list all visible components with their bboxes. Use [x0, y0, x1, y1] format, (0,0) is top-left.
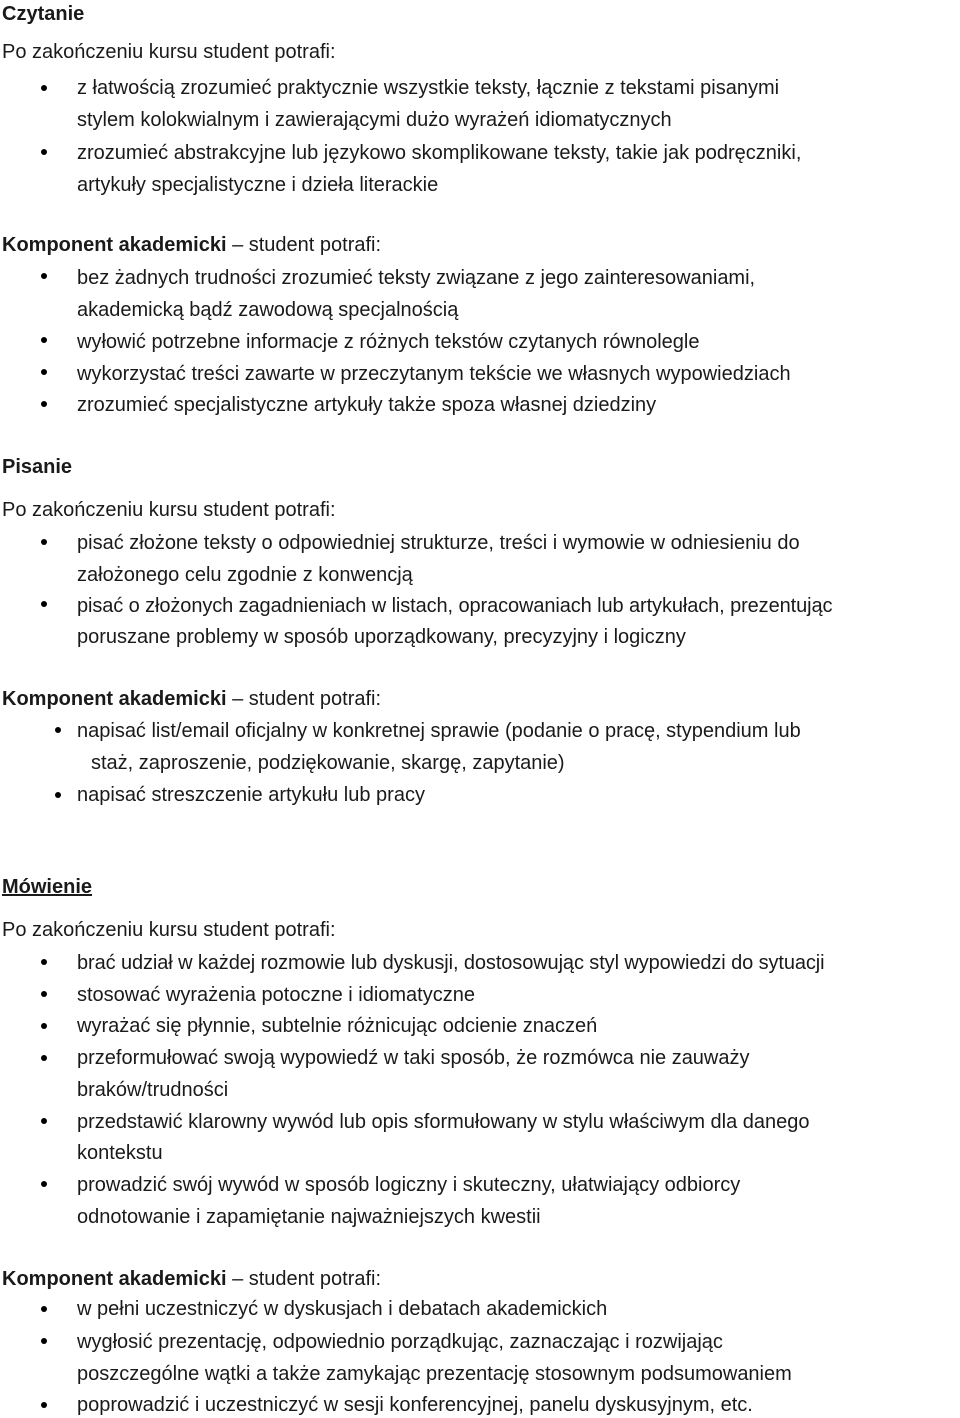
list-item-line: wyłowić potrzebne informacje z różnych tekstów czytanych równolegle [77, 331, 700, 353]
list-item-line: stosować wyrażenia potoczne i idiomatyczne [77, 984, 475, 1006]
list-item-line: akademicką bądź zawodową specjalnością [77, 299, 459, 321]
section-title-mowienie: Mówienie [2, 876, 93, 898]
list-item-line: w pełni uczestniczyć w dyskusjach i debatach akademickich [77, 1298, 608, 1320]
list-item-line: założonego celu zgodnie z konwencją [77, 564, 413, 586]
academic-component-rest: – student potrafi: [226, 1268, 382, 1290]
bullet-icon [41, 1402, 47, 1408]
list-item-line: poprowadzić i uczestniczyć w sesji konferencyjnej, panelu dyskusyjnym, etc. [77, 1394, 753, 1416]
bullet-icon [41, 1118, 47, 1124]
list-item-line: napisać streszczenie artykułu lub pracy [77, 784, 425, 806]
bullet-icon [41, 1306, 47, 1312]
list-item-line: poruszane problemy w sposób uporządkowany, precyzyjny i logiczny [77, 626, 686, 648]
bullet-icon [41, 539, 47, 545]
academic-component-label: Komponent akademicki [2, 234, 227, 256]
bullet-icon [41, 1338, 47, 1344]
section-title-czytanie: Czytanie [2, 3, 85, 25]
bullet-icon [41, 149, 47, 155]
lead-academic-component [2, 687, 381, 711]
list-item-line: braków/trudności [77, 1079, 229, 1101]
list-item-line: przeformułować swoją wypowiedź w taki sposób, że rozmówca nie zauważy [77, 1047, 750, 1069]
list-item-line: wyrażać się płynnie, subtelnie różnicując odcienie znaczeń [77, 1015, 598, 1037]
bullet-icon [55, 792, 61, 798]
list-item-line: z łatwością zrozumieć praktycznie wszystkie teksty, łącznie z tekstami pisanymi [77, 77, 780, 99]
list-item-line: wygłosić prezentację, odpowiednio porządkując, zaznaczając i rozwijając [77, 1331, 723, 1353]
list-item-line: odnotowanie i zapamiętanie najważniejszych kwestii [77, 1206, 541, 1228]
academic-component-label: Komponent akademicki [2, 1268, 227, 1290]
list-item-line: brać udział w każdej rozmowie lub dyskusji, dostosowując styl wypowiedzi do sytuacji [77, 952, 825, 974]
list-item-line: artykuły specjalistyczne i dzieła literackie [77, 174, 439, 196]
academic-component-rest: – student potrafi: [226, 688, 382, 710]
bullet-icon [41, 401, 47, 407]
bullet-icon [41, 1055, 47, 1061]
bullet-icon [41, 601, 47, 607]
list-item-line: wykorzystać treści zawarte w przeczytanym tekście we własnych wypowiedziach [77, 363, 791, 385]
bullet-icon [41, 273, 47, 279]
list-item-line: staż, zaproszenie, podziękowanie, skargę, zapytanie) [91, 752, 565, 774]
bullet-icon [41, 959, 47, 965]
list-item-line: napisać list/email oficjalny w konkretnej sprawie (podanie o pracę, stypendium lub [77, 720, 801, 742]
academic-component-label: Komponent akademicki [2, 688, 227, 710]
lead-course-outcomes: Po zakończeniu kursu student potrafi: [2, 919, 336, 941]
bullet-icon [41, 85, 47, 91]
lead-academic-component [2, 233, 381, 257]
lead-course-outcomes: Po zakończeniu kursu student potrafi: [2, 41, 336, 63]
list-item-line: prowadzić swój wywód w sposób logiczny i skuteczny, ułatwiający odbiorcy [77, 1174, 741, 1196]
bullet-icon [41, 1181, 47, 1187]
list-item-line: pisać złożone teksty o odpowiedniej strukturze, treści i wymowie w odniesieniu do [77, 532, 800, 554]
bullet-icon [55, 727, 61, 733]
bullet-icon [41, 369, 47, 375]
lead-course-outcomes: Po zakończeniu kursu student potrafi: [2, 499, 336, 521]
list-item-line: kontekstu [77, 1142, 163, 1164]
list-item-line: zrozumieć abstrakcyjne lub językowo skomplikowane teksty, takie jak podręczniki, [77, 142, 802, 164]
list-item-line: pisać o złożonych zagadnieniach w listach, opracowaniach lub artykułach, prezentując [77, 595, 833, 617]
bullet-icon [41, 991, 47, 997]
bullet-icon [41, 337, 47, 343]
list-item-line: zrozumieć specjalistyczne artykuły także spoza własnej dziedziny [77, 394, 657, 416]
lead-academic-component [2, 1267, 381, 1291]
academic-component-rest: – student potrafi: [226, 234, 382, 256]
list-item-line: przedstawić klarowny wywód lub opis sformułowany w stylu właściwym dla danego [77, 1111, 810, 1133]
section-title-pisanie: Pisanie [2, 456, 73, 478]
bullet-icon [41, 1023, 47, 1029]
list-item-line: poszczególne wątki a także zamykając prezentację stosownym podsumowaniem [77, 1363, 792, 1385]
list-item-line: bez żadnych trudności zrozumieć teksty związane z jego zainteresowaniami, [77, 267, 756, 289]
list-item-line: stylem kolokwialnym i zawierającymi dużo wyrażeń idiomatycznych [77, 109, 672, 131]
